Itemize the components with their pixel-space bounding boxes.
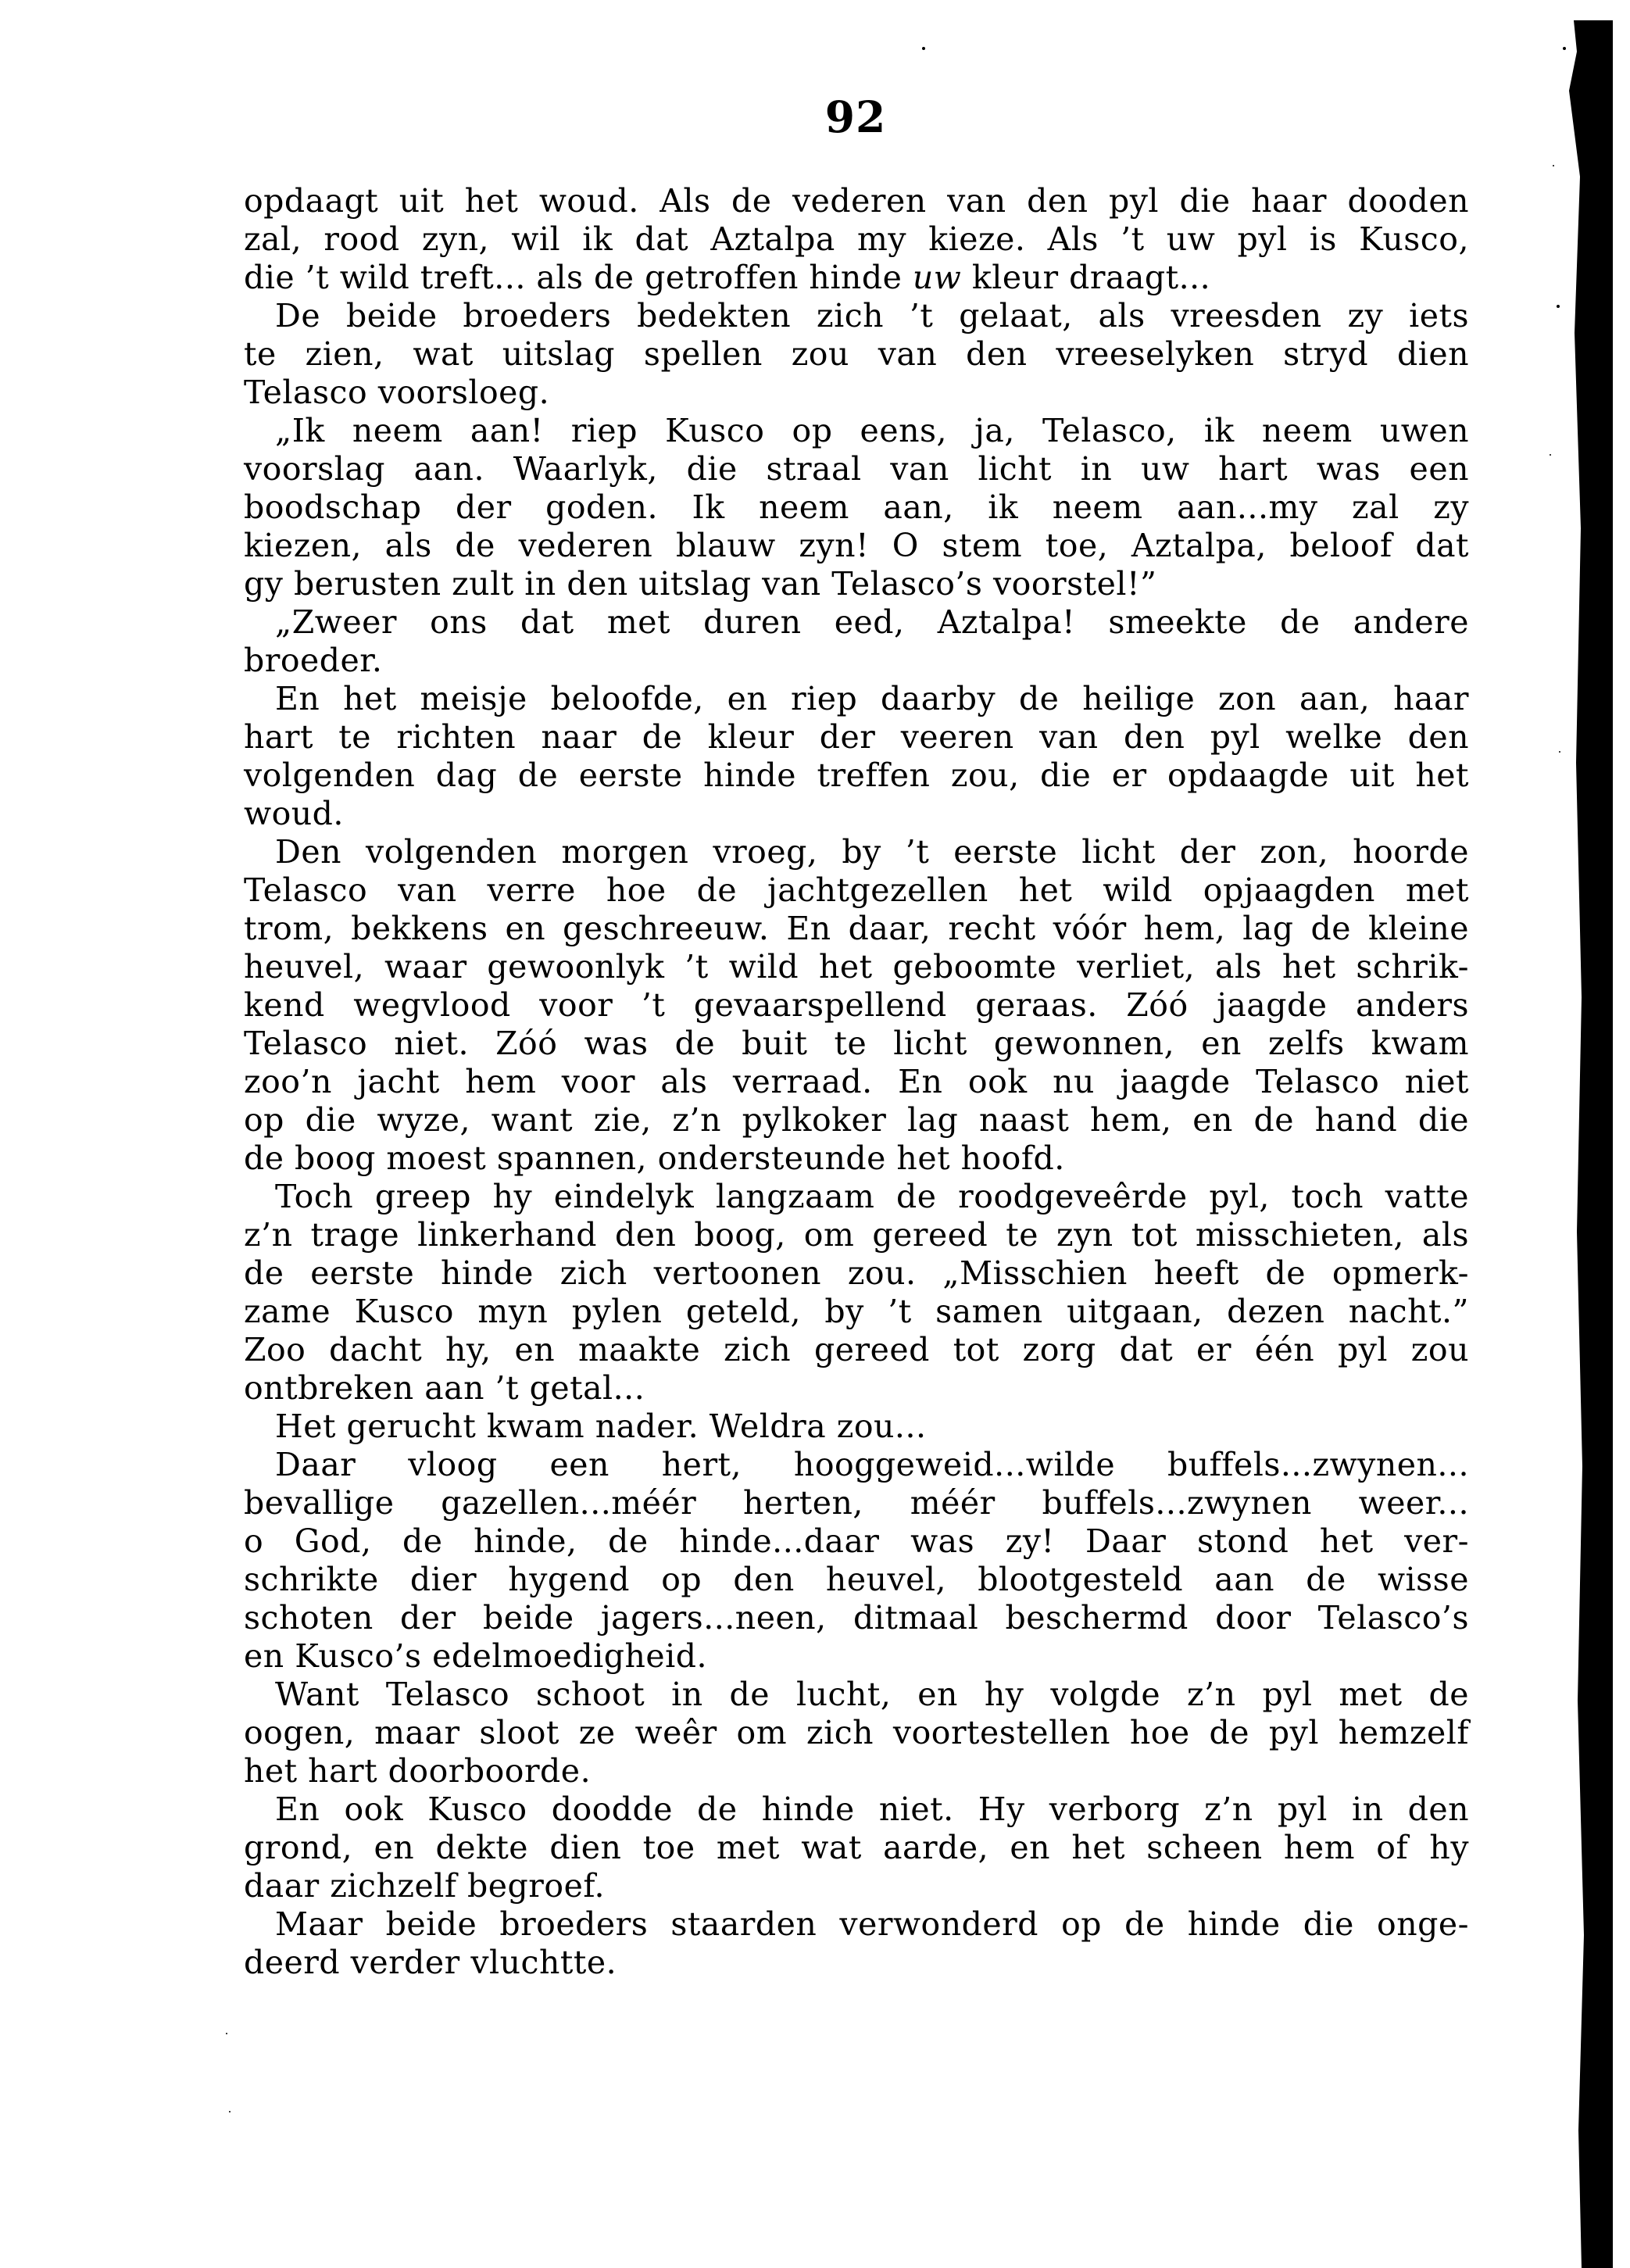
text-line: kiezen, als de vederen blauw zyn! O stem toe, Aztalpa, beloof dat (244, 527, 1469, 564)
text-line: Den volgenden morgen vroeg, by ’t eerste licht der zon, hoorde (275, 833, 1469, 871)
text-line: kend wegvlood voor ’t gevaarspellend geraas. Zóó jaagde anders (244, 986, 1469, 1024)
text-line: oogen, maar sloot ze weêr om zich voortestellen hoe de pyl hemzelf (244, 1714, 1469, 1751)
text-line: bevallige gazellen...méér herten, méér buffels...zwynen weer... (244, 1484, 1469, 1522)
body-text (244, 182, 1469, 1982)
text-line: voorslag aan. Waarlyk, die straal van licht in uw hart was een (244, 450, 1469, 488)
text-line: en Kusco’s edelmoedigheid. (244, 1637, 708, 1675)
text-line: Toch greep hy eindelyk langzaam de roodgeveêrde pyl, toch vatte (275, 1178, 1469, 1215)
text-line: boodschap der goden. Ik neem aan, ik neem aan...my zal zy (244, 488, 1469, 526)
text-line: „Ik neem aan! riep Kusco op eens, ja, Telasco, ik neem uwen (275, 412, 1469, 449)
paragraph (244, 182, 1469, 297)
text-line: die ’t wild treft... als de getroffen hinde uw kleur draagt... (244, 259, 1211, 296)
paragraph (244, 297, 1469, 412)
text-line: grond, en dekte dien toe met wat aarde, en het scheen hem of hy (244, 1829, 1469, 1866)
text-line: En het meisje beloofde, en riep daarby de heilige zon aan, haar (275, 680, 1469, 717)
text-line: schoten der beide jagers...neen, ditmaal beschermd door Telasco’s (244, 1599, 1469, 1637)
text-line: En ook Kusco doodde de hinde niet. Hy verborg z’n pyl in den (275, 1790, 1469, 1828)
text-line: Maar beide broeders staarden verwonderd op de hinde die onge- (275, 1905, 1469, 1943)
paragraph (244, 1446, 1469, 1676)
text-line: Want Telasco schoot in de lucht, en hy volgde z’n pyl met de (275, 1676, 1469, 1713)
text-line: de eerste hinde zich vertoonen zou. „Misschien heeft de opmerk- (244, 1254, 1469, 1292)
text-line: Telasco voorsloeg. (244, 374, 550, 411)
text-line: de boog moest spannen, ondersteunde het hoofd. (244, 1139, 1065, 1177)
text-line: Telasco van verre hoe de jachtgezellen het wild opjaagden met (244, 871, 1469, 909)
text-line: opdaagt uit het woud. Als de vederen van den pyl die haar dooden (244, 182, 1469, 220)
text-line: Zoo dacht hy, en maakte zich gereed tot zorg dat er één pyl zou (244, 1331, 1469, 1368)
text-line: op die wyze, want zie, z’n pylkoker lag naast hem, en de hand die (244, 1101, 1469, 1139)
text-line: trom, bekkens en geschreeuw. En daar, recht vóór hem, lag de kleine (244, 910, 1469, 947)
scan-speck (1563, 47, 1566, 50)
text-line: zame Kusco myn pylen geteld, by ’t samen uitgaan, dezen nacht.” (244, 1293, 1469, 1330)
text-line: te zien, wat uitslag spellen zou van den vreeselyken stryd dien (244, 335, 1469, 373)
paragraph (244, 1408, 1469, 1446)
paragraph (244, 412, 1469, 603)
paragraph (244, 680, 1469, 833)
text-line: volgenden dag de eerste hinde treffen zou, die er opdaagde uit het (244, 757, 1469, 794)
paragraph (244, 1905, 1469, 1982)
text-line: gy berusten zult in den uitslag van Telasco’s voorstel!” (244, 565, 1157, 603)
paragraph (244, 1676, 1469, 1790)
text-line: De beide broeders bedekten zich ’t gelaat, als vreesden zy iets (275, 297, 1469, 334)
text-line: schrikte dier hygend op den heuvel, blootgesteld aan de wisse (244, 1561, 1469, 1598)
paragraph (244, 1178, 1469, 1408)
paragraph (244, 833, 1469, 1178)
text-line: Telasco niet. Zóó was de buit te licht gewonnen, en zelfs kwam (244, 1025, 1469, 1062)
text-line: daar zichzelf begroef. (244, 1867, 606, 1905)
text-line: broeder. (244, 642, 383, 679)
text-line: ontbreken aan ’t getal... (244, 1369, 645, 1407)
text-line: heuvel, waar gewoonlyk ’t wild het geboomte verliet, als het schrik- (244, 948, 1469, 986)
text-line: o God, de hinde, de hinde...daar was zy! Daar stond het ver- (244, 1522, 1469, 1560)
text-line: Daar vloog een hert, hooggeweid...wilde buffels...zwynen... (275, 1446, 1469, 1483)
text-line: het hart doorboorde. (244, 1752, 592, 1790)
paragraph (244, 603, 1469, 680)
text-line: hart te richten naar de kleur der veeren van den pyl welke den (244, 718, 1469, 756)
text-line: z’n trage linkerhand den boog, om gereed te zyn tot misschieten, als (244, 1216, 1469, 1254)
text-line: „Zweer ons dat met duren eed, Aztalpa! smeekte de andere (275, 603, 1469, 641)
text-line: Het gerucht kwam nader. Weldra zou... (275, 1408, 927, 1445)
text-line: deerd verder vluchtte. (244, 1944, 617, 1981)
scan-edge-artifact (1567, 20, 1614, 2268)
text-line: woud. (244, 795, 344, 832)
text-line: zoo’n jacht hem voor als verraad. En ook nu jaagde Telasco niet (244, 1063, 1469, 1100)
paragraph (244, 1790, 1469, 1905)
text-line: zal, rood zyn, wil ik dat Aztalpa my kieze. Als ’t uw pyl is Kusco, (244, 220, 1469, 258)
page-number: 92 (824, 91, 887, 142)
